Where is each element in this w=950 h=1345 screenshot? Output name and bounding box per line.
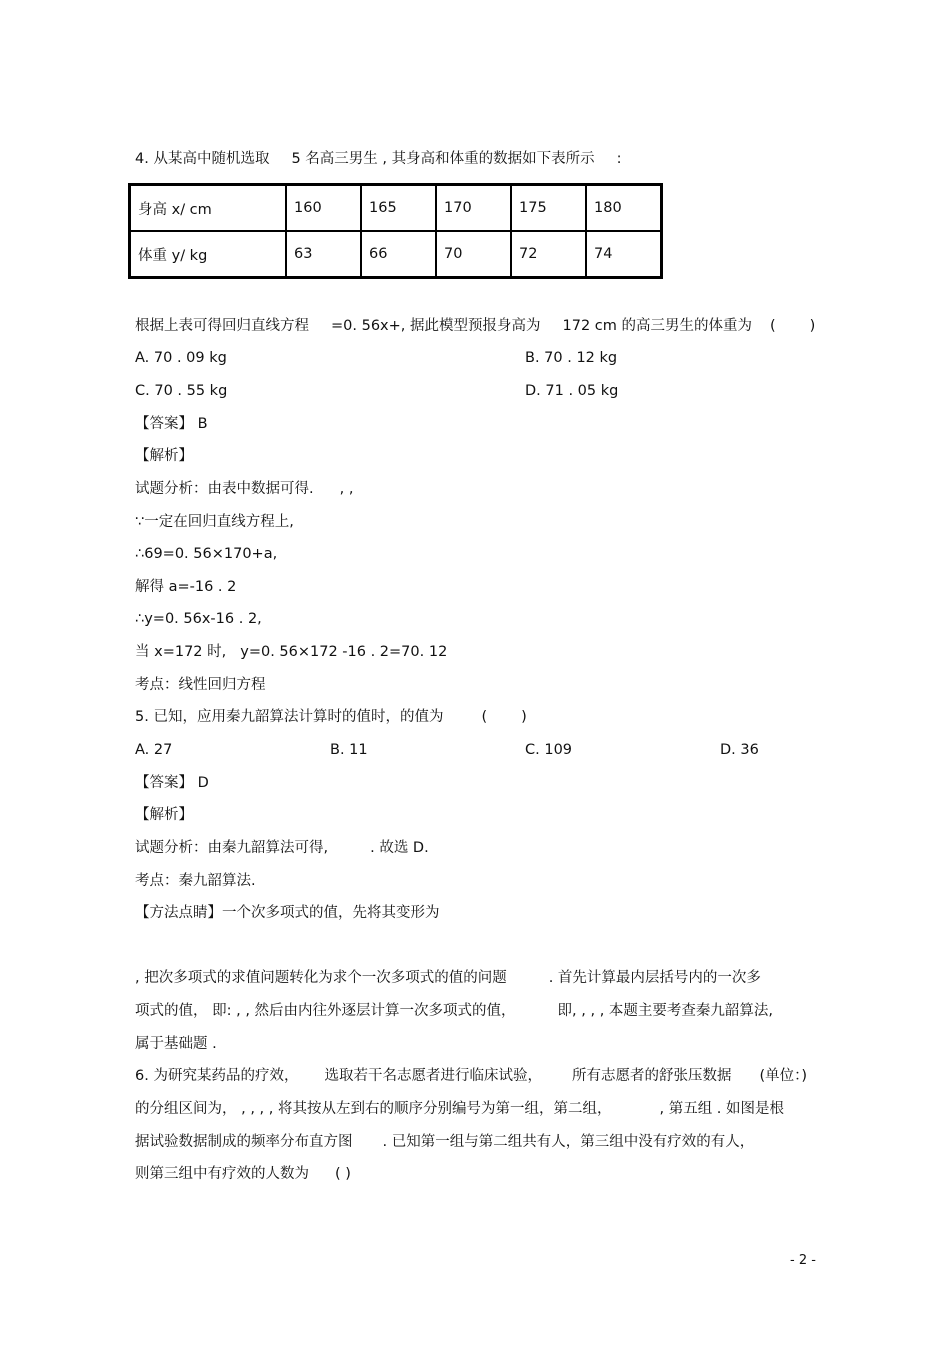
- table-cell: 160: [286, 185, 361, 232]
- table-cell: 165: [361, 185, 436, 232]
- q6-stem-line: [135, 1133, 754, 1151]
- q6-stem-part: 6. 为研究某药品的疗效，: [135, 1068, 299, 1084]
- q6-stem-line: [135, 1100, 784, 1118]
- q4-question-part: =0. 56x+, 据此模型预报身高为: [331, 318, 541, 334]
- q4-answer: 【答案】 B: [135, 416, 208, 432]
- q5-method-paragraph: [135, 969, 761, 987]
- q5-method-tip: 【方法点睛】一个次多项式的值，先将其变形为: [135, 905, 440, 921]
- q5-stem-part: ): [521, 709, 527, 725]
- q5-stem-part: 5. 已知，应用秦九韶算法计算时的值时，的值为: [135, 709, 444, 725]
- page-number: - 2 -: [790, 1253, 816, 1268]
- q6-stem-line: [135, 1165, 351, 1183]
- q6-stem-part: 选取若干名志愿者进行临床试验，: [324, 1068, 542, 1084]
- q5-knowledge-point: 考点：秦九韶算法.: [135, 873, 256, 889]
- q5-method-part: , 把次多项式的求值问题转化为求个一次多项式的值的问题: [135, 970, 507, 986]
- table-cell: 180: [586, 185, 662, 232]
- table-row: [130, 185, 662, 232]
- q4-question-part: ): [809, 318, 816, 334]
- q5-option-b: B. 11: [330, 742, 368, 758]
- q4-option-b: B. 70 . 12 kg: [525, 350, 618, 366]
- q4-question-part: (: [770, 318, 776, 334]
- table-cell: 63: [286, 231, 361, 278]
- q4-stem: [135, 150, 622, 168]
- q5-analysis-heading: 【解析】: [135, 807, 193, 823]
- q5-stem-part: (: [481, 709, 488, 725]
- q4-solution-part: 试题分析：由表中数据可得.: [135, 481, 314, 497]
- q4-analysis-heading: 【解析】: [135, 448, 193, 464]
- q5-solution-line: [135, 839, 429, 857]
- q6-stem-part: 则第三组中有疗效的人数为: [135, 1166, 309, 1182]
- table-row: [130, 231, 662, 278]
- q4-solution-part: 当 x=172 时,: [135, 644, 227, 660]
- q6-stem-part: , 第五组 . 如图是根: [659, 1101, 785, 1117]
- q5-method-paragraph: [135, 1002, 773, 1020]
- q4-solution-line: ∴69=0. 56×170+a,: [135, 546, 278, 562]
- q6-stem-line: [135, 1067, 807, 1085]
- q5-method-paragraph: 属于基础题 .: [135, 1036, 217, 1052]
- table-row-label: 体重 y/ kg: [130, 231, 287, 278]
- q5-method-part: 项式的值， 即: , , 然后由内往外逐层计算一次多项式的值，: [135, 1003, 516, 1019]
- q4-solution-part: , ,: [339, 481, 354, 497]
- q5-option-c: C. 109: [525, 742, 573, 758]
- q4-solution-line: 解得 a=-16 . 2: [135, 579, 237, 595]
- q6-stem-part: ( ): [335, 1166, 351, 1182]
- q4-option-c: C. 70 . 55 kg: [135, 383, 228, 399]
- q6-stem-part: 所有志愿者的舒张压数据: [571, 1068, 732, 1084]
- q4-stem-part: 5 名高三男生 , 其身高和体重的数据如下表所示: [291, 151, 595, 167]
- q5-option-a: A. 27: [135, 742, 173, 758]
- q6-stem-part: 据试验数据制成的频率分布直方图: [135, 1134, 353, 1150]
- q5-option-d: D. 36: [720, 742, 759, 758]
- q4-stem-part: :: [616, 151, 622, 167]
- q4-question: [135, 317, 815, 335]
- q6-stem-part: . 已知第一组与第二组共有人，第三组中没有疗效的有人，: [382, 1134, 755, 1150]
- q5-answer: 【答案】 D: [135, 775, 209, 791]
- q5-method-part: . 首先计算最内层括号内的一次多: [548, 970, 761, 986]
- q4-question-part: 172 cm 的高三男生的体重为: [562, 318, 752, 334]
- q4-solution-line: [135, 643, 447, 661]
- q4-solution-line: [135, 480, 353, 498]
- q5-solution-part: . 故选 D.: [370, 840, 429, 856]
- table-cell: 72: [511, 231, 586, 278]
- q5-stem: [135, 708, 527, 726]
- table-cell: 74: [586, 231, 662, 278]
- q6-stem-part: 的分组区间为， , , , , 将其按从左到右的顺序分别编号为第一组，第二组，: [135, 1101, 612, 1117]
- height-weight-table: [128, 183, 663, 279]
- q4-solution-line: ∵一定在回归直线方程上,: [135, 514, 294, 530]
- q4-stem-part: 4. 从某高中随机选取: [135, 151, 270, 167]
- q4-knowledge-point: 考点：线性回归方程: [135, 677, 266, 693]
- table-row-label: 身高 x/ cm: [130, 185, 287, 232]
- table-cell: 70: [436, 231, 511, 278]
- table-cell: 175: [511, 185, 586, 232]
- table-cell: 66: [361, 231, 436, 278]
- q6-stem-part: (单位：): [759, 1068, 808, 1084]
- q4-option-d: D. 71 . 05 kg: [525, 383, 619, 399]
- q4-question-part: 根据上表可得回归直线方程: [135, 318, 309, 334]
- table-cell: 170: [436, 185, 511, 232]
- q4-solution-part: y=0. 56×172 -16 . 2=70. 12: [240, 644, 448, 660]
- q4-solution-line: ∴y=0. 56x-16 . 2,: [135, 611, 262, 627]
- q5-method-part: 即, , , , 本题主要考查秦九韶算法,: [557, 1003, 774, 1019]
- q5-solution-part: 试题分析：由秦九韶算法可得,: [135, 840, 329, 856]
- q4-option-a: A. 70 . 09 kg: [135, 350, 227, 366]
